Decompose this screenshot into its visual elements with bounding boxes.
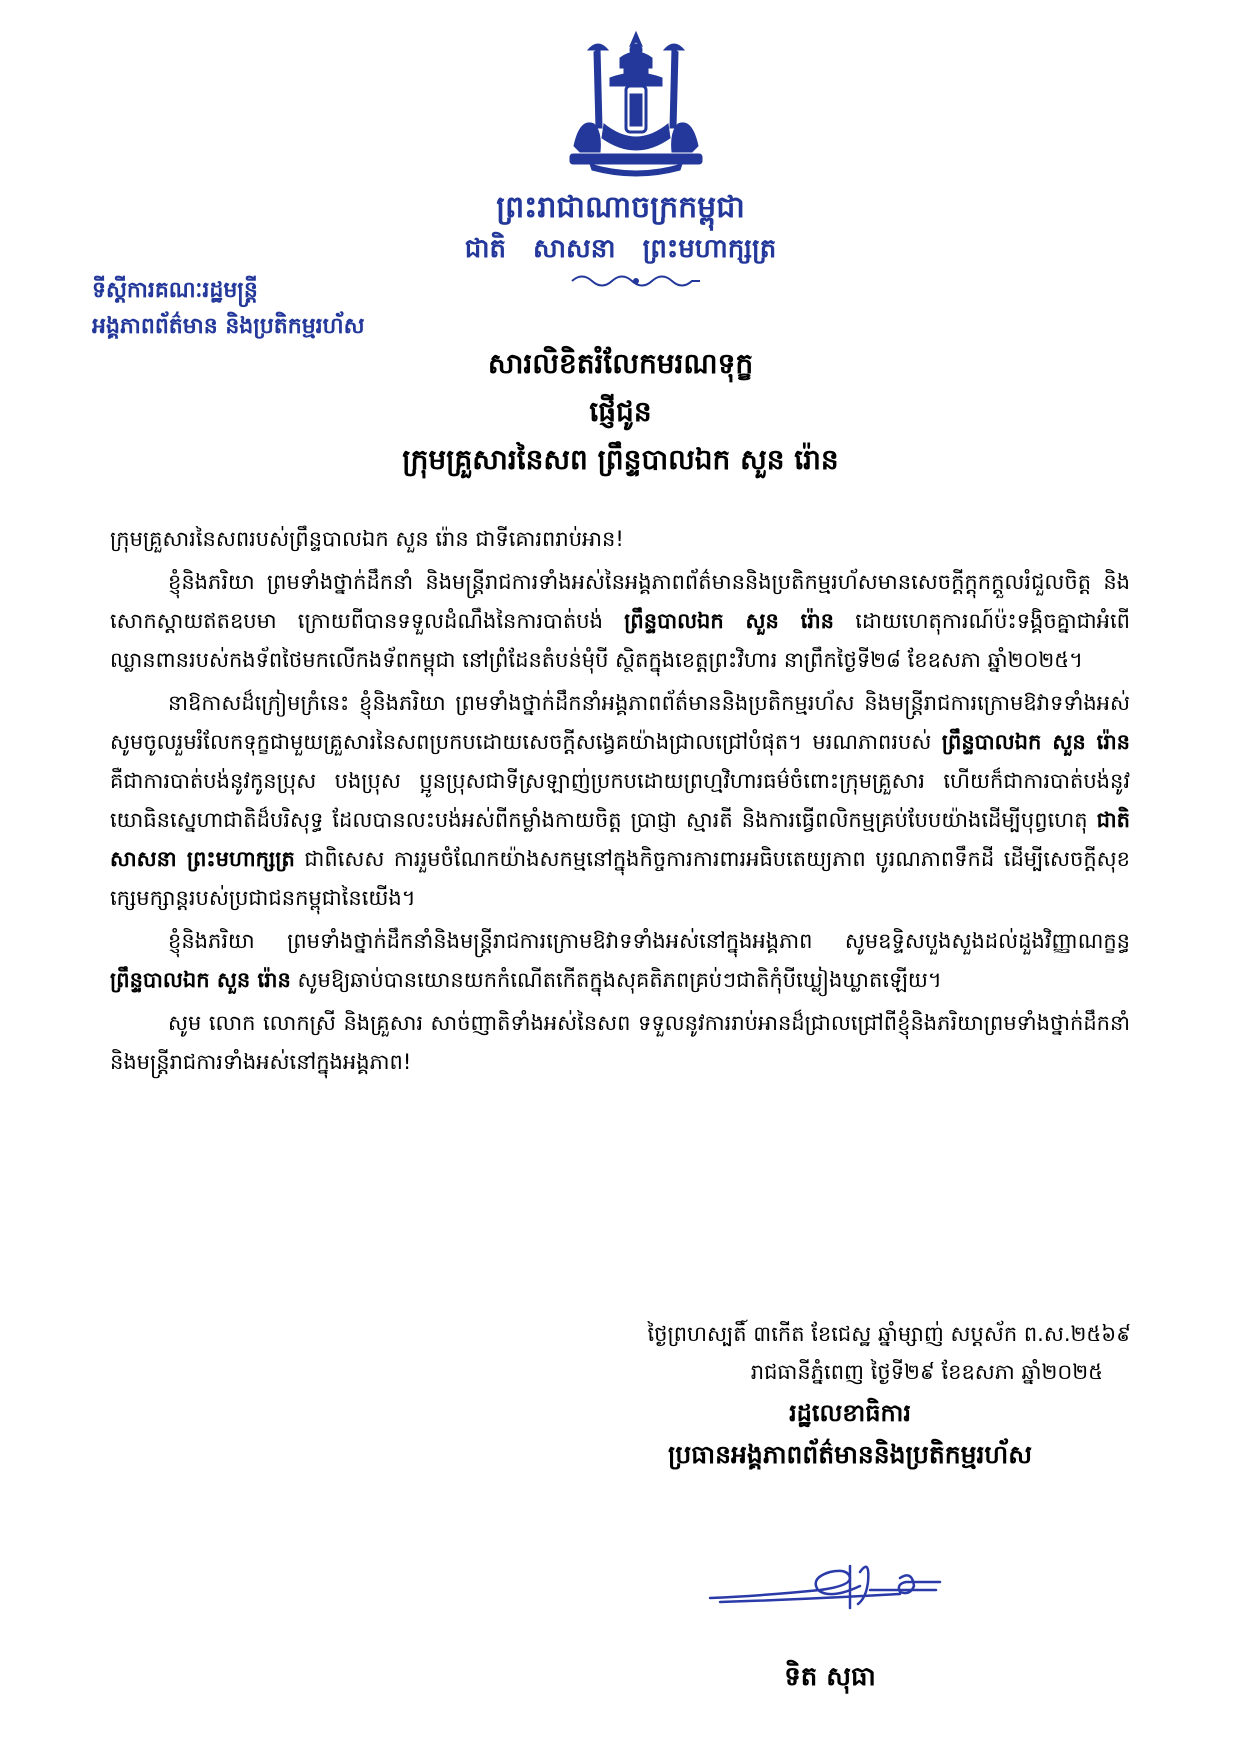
paragraph-3-text-a: ខ្ញុំនិងភរិយា ព្រមទាំងថ្នាក់ដឹកនាំនិងមន្ត្រីរាជការក្រោមឱវាទទាំងអស់នៅក្នុងអង្គភាព សូមឧទ្ទិសបួងសួងដល់ដួងវិញ្ញាណក្ខន្ធ <box>168 929 1130 953</box>
signer-position-2: ប្រធានអង្គភាពព័ត៌មាននិងប្រតិកម្មរហ័ស <box>667 1440 1032 1469</box>
place-date: រាជធានីភ្នំពេញ ថ្ងៃទី២៩ ខែឧសភា ឆ្នាំ២០២៥ <box>750 1360 1103 1384</box>
letter-title: សារលិខិតរំលែកមរណទុក្ខ <box>487 347 754 380</box>
paragraph-2-text-c: ជាពិសេស ការរួមចំណែកយ៉ាងសកម្មនៅក្នុងកិច្ចការការពារអធិបតេយ្យភាព បូរណភាពទឹកដី ដើម្បីសេចក្តីសុខក្សេមក្សាន្តរបស់ប្រជាជនកម្ពុជានៃយើង។ <box>110 847 1131 910</box>
signer-name: ទិត សុធា <box>784 1662 876 1692</box>
paragraph-3 <box>110 922 1130 1000</box>
signer-position-1: រដ្ឋលេខាធិការ <box>789 1398 911 1427</box>
deceased-name: ព្រឹន្ទបាលឯក សួន រ៉ោន <box>110 968 291 992</box>
paragraph-2-text-a: នាឱកាសដ៏ក្រៀមក្រំនេះ ខ្ញុំនិងភរិយា ព្រមទាំងថ្នាក់ដឹកនាំអង្គភាពព័ត៌មាននិងប្រតិកម្មរហ័ស និងមន្ត្រីរាជការក្រោមឱវាទទាំងអស់ សូមចូលរួមរំលែកទុក្ខជាមួយគ្រួសារនៃសពប្រកបដោយសេចក្តីសង្វេគយ៉ាងជ្រាលជ្រៅបំផុត។ មរណភាពរបស់ <box>110 691 1130 754</box>
paragraph-2-text-b: គឺជាការបាត់បង់នូវកូនប្រុស បងប្រុស ប្អូនប្រុសជាទីស្រឡាញ់ប្រកបដោយព្រហ្មវិហារធម៌ចំពោះក្រុមគ្រួសារ ហើយក៏ជាការបាត់បង់នូវយោធិនស្នេហាជាតិដ៏បរិសុទ្ធ ដែលបានលះបង់អស់ពីកម្លាំងកាយចិត្ត ប្រាជ្ញា ស្មារតី និងការធ្វើពលិកម្មគ្រប់បែបយ៉ាងដើម្បីបុព្វហេតុ <box>110 769 1130 832</box>
paragraph-1-text-a: ខ្ញុំនិងភរិយា ព្រមទាំងថ្នាក់ដឹកនាំ និងមន្ត្រីរាជការទាំងអស់នៃអង្គភាពព័ត៌មាននិងប្រតិកម្មរហ័សមានសេចក្តីក្តុកក្តួលរំជួលចិត្ត និងសោកស្តាយឥតឧបមា ក្រោយពីបានទទួលដំណឹងនៃការបាត់បង់ <box>110 570 1130 633</box>
handwritten-signature-icon <box>700 1538 960 1628</box>
ministry-line-2: អង្គភាពព័ត៌មាន និងប្រតិកម្មរហ័ស <box>92 313 365 339</box>
motto-inline: ជាតិ សាសនា ព្រះមហាក្សត្រ <box>110 808 1130 871</box>
deceased-name: ព្រឹន្ទបាលឯក សួន រ៉ោន <box>624 609 835 633</box>
paragraph-3-text-b: សូមឱ្យឆាប់បានយោនយកកំណើតកើតក្នុងសុគតិភពគ្រប់ៗជាតិកុំបីឃ្លៀងឃ្លាតឡើយ។ <box>290 968 942 992</box>
paragraph-1 <box>110 563 1130 680</box>
lunar-date: ថ្ងៃព្រហស្បតិ៍ ៣កើត ខែជេស្ឋ ឆ្នាំម្សាញ់ សប្តស័ក ព.ស.២៥៦៩ <box>647 1322 1131 1346</box>
ministry-header <box>92 272 365 344</box>
ministry-line-1: ទីស្តីការគណៈរដ្ឋមន្ត្រី <box>92 277 258 303</box>
deceased-name: ព្រឹន្ទបាលឯក សួន រ៉ោន <box>941 730 1130 754</box>
letter-recipient: ក្រុមគ្រួសារនៃសព ព្រឹន្ទបាលឯក សួន រ៉ោន <box>402 443 839 476</box>
paragraph-1-text-b: ដោយហេតុការណ៍ប៉ះទង្គិចគ្នាជាអំពើឈ្លានពានរបស់កងទ័ពថៃមកលើកងទ័ពកម្ពុជា នៅព្រំដែនតំបន់មុំបី ស្ថិតក្នុងខេត្តព្រះវិហារ នាព្រឹកថ្ងៃទី២៨ ខែឧសភា ឆ្នាំ២០២៥។ <box>110 609 1131 672</box>
paragraph-2 <box>110 684 1130 918</box>
ornament-divider-icon <box>568 272 704 290</box>
letter-subtitle: ផ្ញើជូន <box>589 395 652 428</box>
salutation: ក្រុមគ្រួសារនៃសពរបស់ព្រឹន្ទបាលឯក សួន រ៉ោន ជាទីគោរពរាប់អាន! <box>110 527 624 551</box>
date-block <box>0 1315 1241 1391</box>
letter-body <box>110 520 1130 1086</box>
kingdom-name: ព្រះរាជាណាចក្រកម្ពុជា <box>496 190 745 225</box>
national-motto: ជាតិ សាសនា ព្រះមហាក្សត្រ <box>464 234 777 264</box>
paragraph-4: សូម លោក លោកស្រី និងគ្រួសារ សាច់ញាតិទាំងអស់នៃសព ទទួលនូវការរាប់អានដ៏ជ្រាលជ្រៅពីខ្ញុំនិងភរិយាព្រមទាំងថ្នាក់ដឹកនាំនិងមន្ត្រីរាជការទាំងអស់នៅក្នុងអង្គភាព! <box>110 1011 1130 1074</box>
royal-coat-of-arms-icon <box>560 28 712 180</box>
